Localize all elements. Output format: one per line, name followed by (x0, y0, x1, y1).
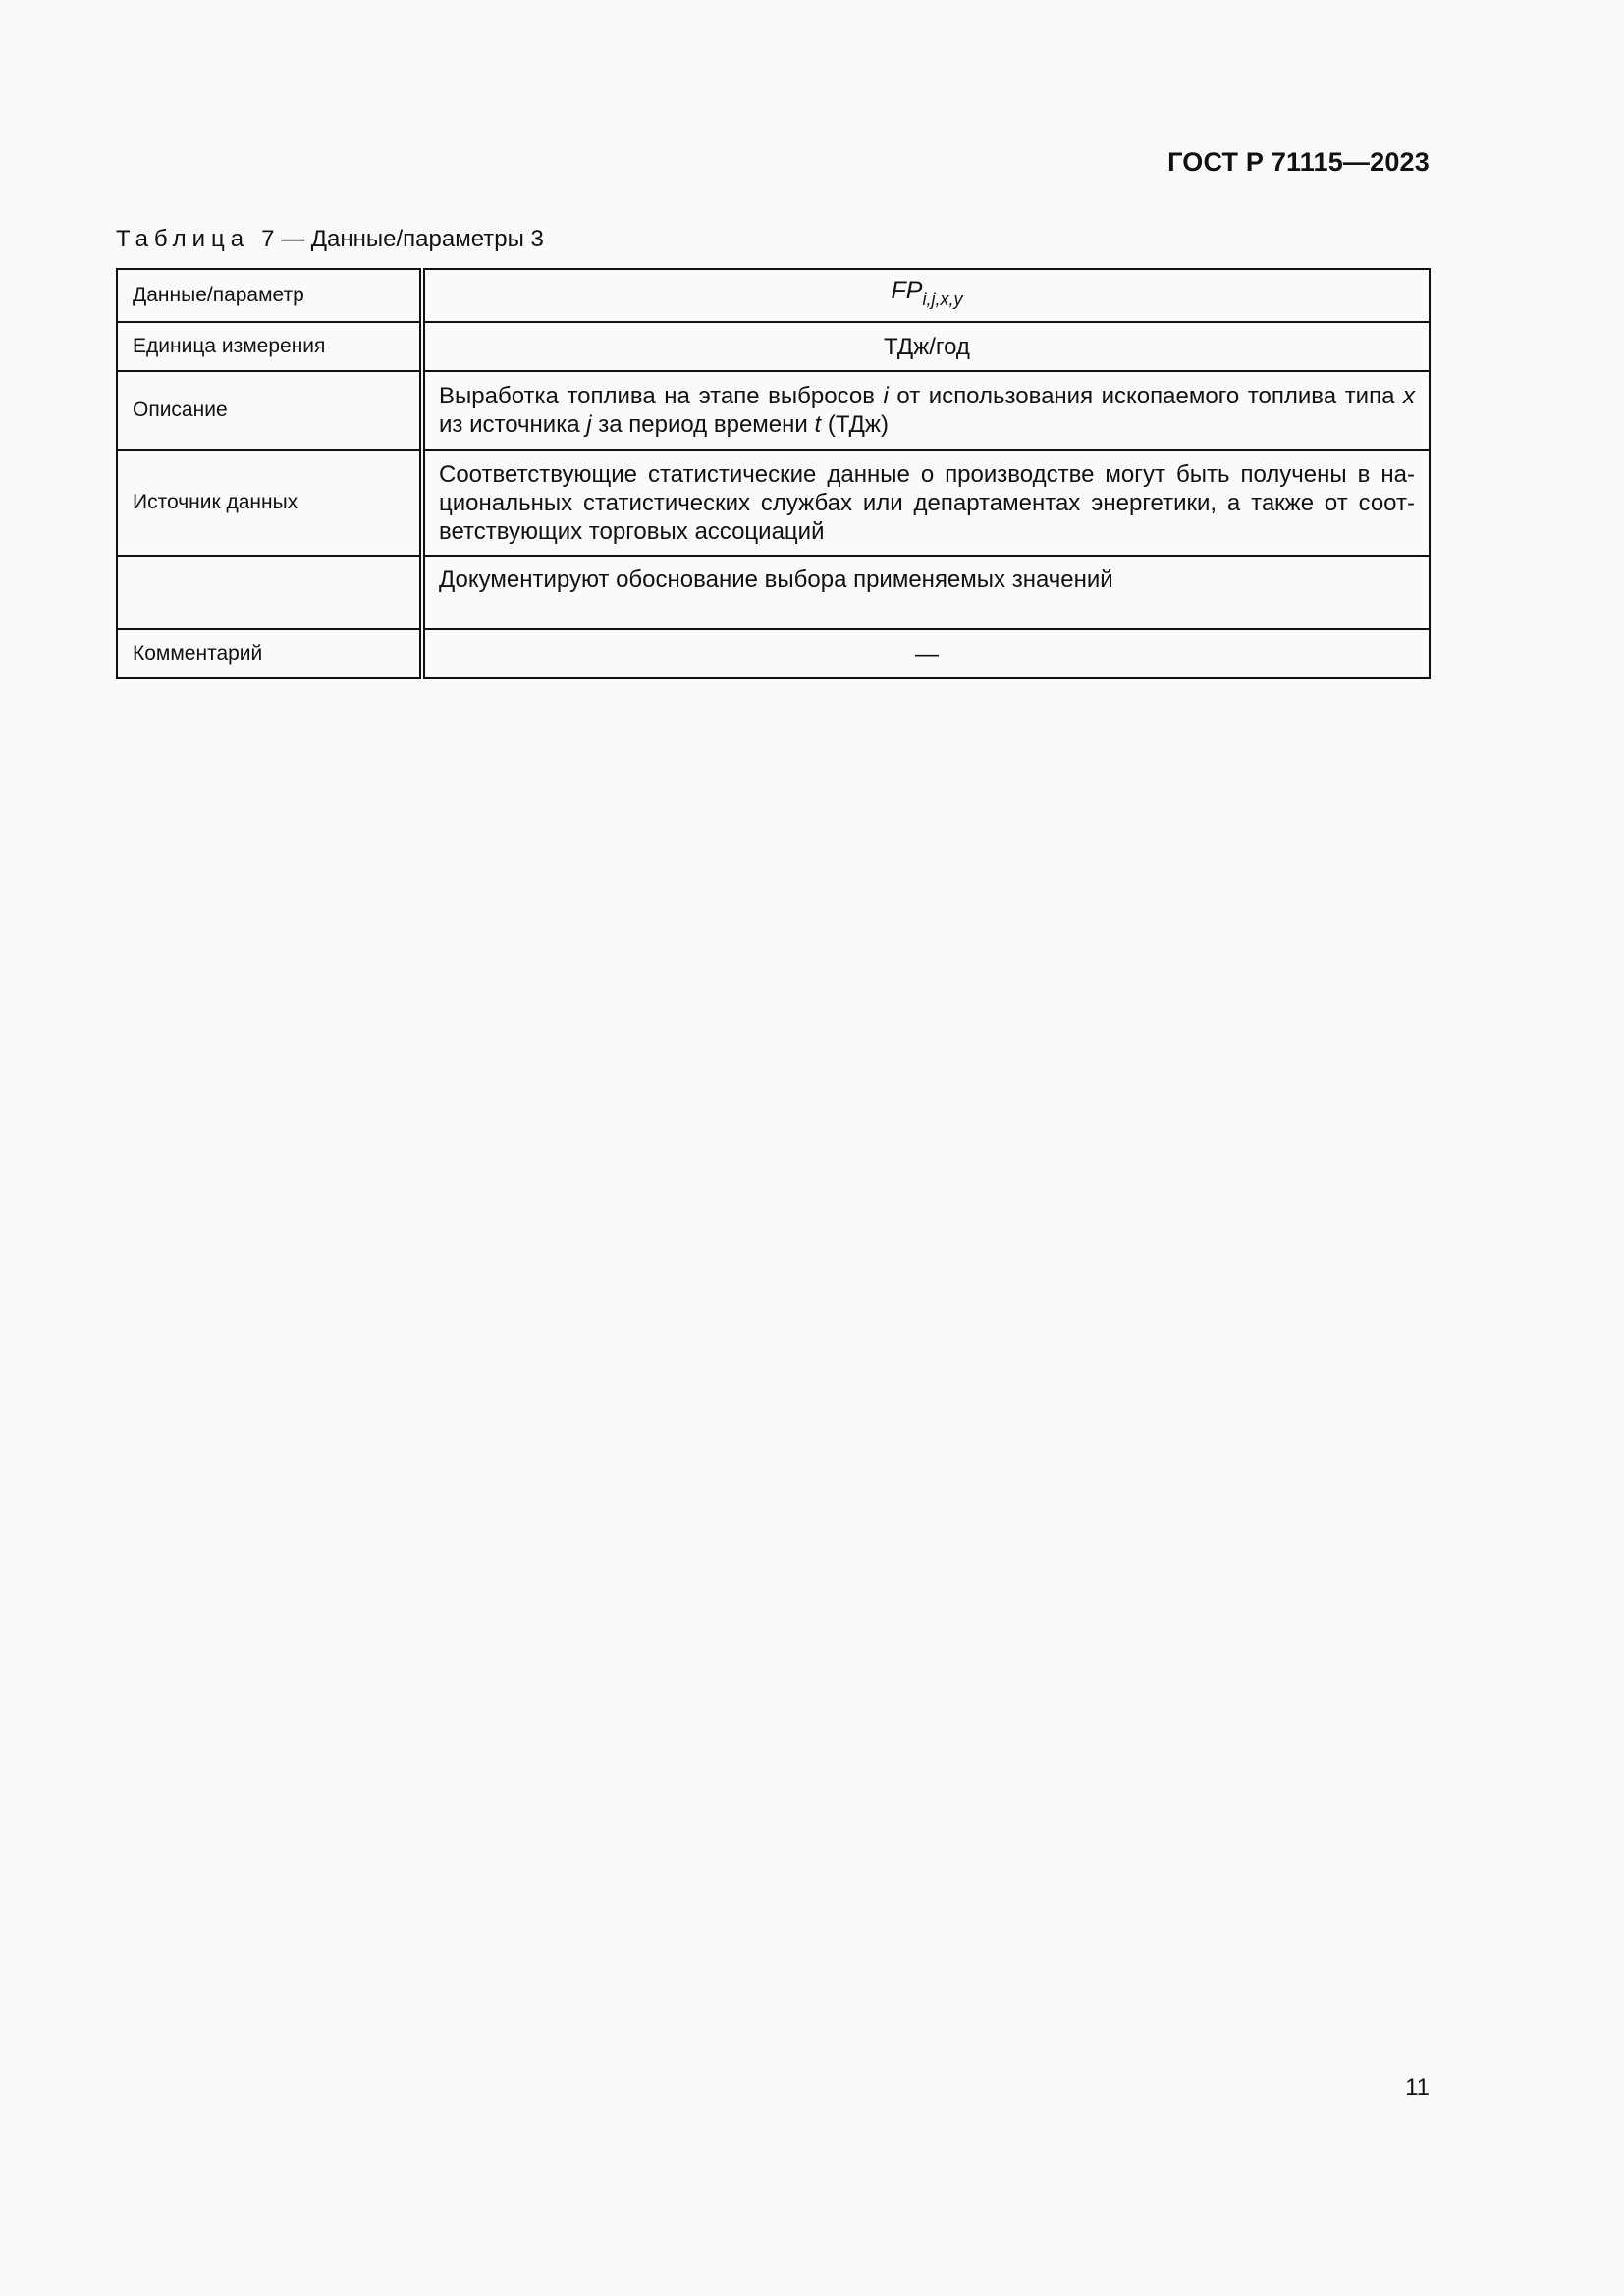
unit-label: Единица измерения (117, 322, 422, 371)
documentation-value: Документируют обоснование выбора применяемых значений (422, 556, 1430, 629)
parameters-table (116, 268, 1431, 679)
description-text: (ТДж) (821, 411, 889, 438)
comment-label: Комментарий (117, 629, 422, 678)
parameter-value (422, 269, 1430, 322)
description-label: Описание (117, 371, 422, 450)
description-text: из источника (439, 411, 587, 438)
documentation-label (117, 556, 422, 629)
parameter-symbol-subscript: i,j,x,y (922, 290, 963, 309)
source-label: Источник данных (117, 450, 422, 556)
table-caption-title: 7 — Данные/параметры 3 (261, 226, 544, 252)
table-row-description (117, 371, 1430, 450)
description-text: за период времени (591, 411, 815, 438)
table-row-unit (117, 322, 1430, 371)
description-variable: i (883, 383, 889, 409)
description-text: Выработка топлива на этапе выбросов (439, 383, 884, 409)
table-row-documentation (117, 556, 1430, 629)
parameter-symbol-base: FP (891, 277, 923, 304)
comment-value: — (422, 629, 1430, 678)
table-row-parameter (117, 269, 1430, 322)
table-caption-word: Таблица (116, 226, 250, 252)
unit-value: ТДж/год (422, 322, 1430, 371)
description-text: от использования ископаемого топлива типа (888, 383, 1403, 409)
description-variable: t (814, 411, 822, 438)
table-row-comment (117, 629, 1430, 678)
parameter-label: Данные/параметр (117, 269, 422, 322)
source-value: Соответствующие статистические данные о производстве могут быть получены в национальных статистических службах или департаментах энергетики, а также от соответствующих торговых ассоциаций (422, 450, 1430, 556)
table-row-source (117, 450, 1430, 556)
description-variable: j (586, 411, 592, 438)
parameter-symbol (891, 277, 963, 309)
page-number: 11 (1405, 2074, 1430, 2101)
document-id-header: ГОСТ Р 71115—2023 (1167, 147, 1430, 177)
description-variable: x (1403, 383, 1415, 409)
description-value (422, 371, 1430, 450)
table-caption (116, 226, 544, 253)
